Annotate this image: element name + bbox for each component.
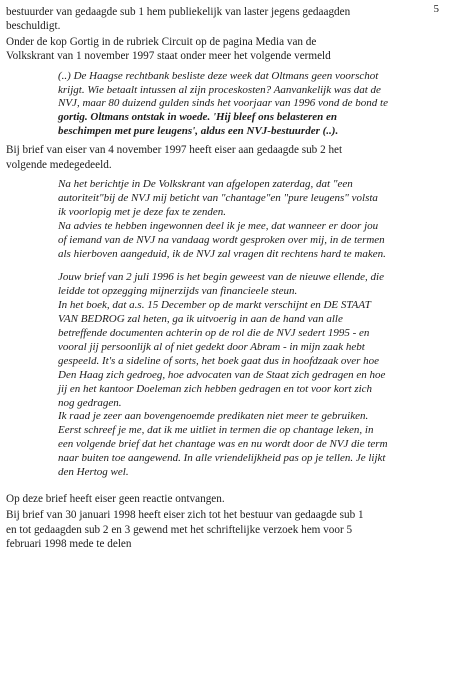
quote-line: (..) De Haagse rechtbank besliste deze week dat Oltmans geen voorschot	[58, 69, 379, 82]
paragraph-brief-30-januari	[6, 508, 438, 551]
paragraph-brief-4-november	[6, 143, 438, 172]
quote-line: Eerst schreef je me, dat ik me uitliet in termen die op chantage leken, in	[58, 424, 374, 437]
quote-line: gespeeld. It's a sideline of sorts, het boek gaat dus in hoofdzaak over hoe	[58, 354, 379, 367]
quote-predikaten	[58, 410, 430, 480]
text-line: Bij brief van eiser van 4 november 1997 heeft eiser aan gedaagde sub 2 het	[6, 144, 343, 157]
text-line: februari 1998 mede te delen	[6, 538, 132, 551]
quote-fax	[58, 178, 430, 220]
paragraph-volkskrant-intro	[6, 35, 438, 64]
page-number: 5	[433, 3, 439, 15]
quote-line: Den Haag zich gedroeg, hoe advocaten van de Staat zich gedragen en hoe	[58, 368, 386, 381]
quote-line: Ik raad je zeer aan bovengenoemde predikaten niet meer te gebruiken.	[58, 410, 369, 423]
text-line: Bij brief van 30 januari 1998 heeft eiser zich tot het bestuur van gedaagde sub 1	[6, 509, 364, 522]
quote-line: NVJ, maar 80 duizend gulden sinds het voorjaar van 1996 vond de bond te	[58, 97, 388, 110]
quote-line: den Hertog wel.	[58, 466, 129, 479]
paragraph-laster	[6, 5, 438, 34]
text-line: Onder de kop Gortig in de rubriek Circuit op de pagina Media van de	[6, 35, 317, 48]
quote-line: betreffende documenten achterin op de rol die de NVJ sedert 1995 - en	[58, 327, 370, 340]
quote-boek	[58, 299, 430, 410]
quote-advies	[58, 220, 430, 262]
text-line: Volkskrant van 1 november 1997 staat onder meer het volgende vermeld	[6, 50, 331, 63]
quote-brief-2-juli	[58, 271, 430, 299]
quote-line: naar buiten toe aangewend. In alle vriendelijkheid pas op je tellen. Je lijkt	[58, 452, 386, 465]
quote-line: Na het berichtje in De Volkskrant van afgelopen zaterdag, dat "een	[58, 177, 353, 190]
quote-line: of iemand van de NVJ na vandaag wordt gesproken over mij, in de termen	[58, 233, 385, 246]
quote-line: ik voorlopig met je deze fax te zenden.	[58, 205, 227, 218]
quote-line: vooral jij persoonlijk al of niet gedekt door Abram - in mijn zaak hebt	[58, 340, 365, 353]
quote-volkskrant	[58, 70, 430, 140]
text-line: volgende medegedeeld.	[6, 158, 112, 171]
quote-line: gortig. Oltmans ontstak in woede. 'Hij bleef ons belasteren en	[58, 111, 337, 124]
quote-line: een volgende brief dat het chantage was en nu wordt door de NVJ die term	[58, 438, 388, 451]
quote-line: In het boek, dat a.s. 15 December op de markt verschijnt en DE STAAT	[58, 299, 371, 312]
quote-line: leidde tot opzegging mijnerzijds van financieele steun.	[58, 285, 298, 298]
quote-line: nog gedragen.	[58, 396, 122, 409]
quote-line: jij en het kantoor Doeleman zich hebben gedragen en tot voor kort zich	[58, 382, 373, 395]
quote-line: beschimpen met pure leugens', aldus een NVJ-bestuurder (..).	[58, 125, 339, 138]
quote-line: krijgt. Wie betaalt intussen al zijn proceskosten? Aanvankelijk was dat de	[58, 83, 381, 96]
text-line: Op deze brief heeft eiser geen reactie ontvangen.	[6, 493, 225, 505]
quote-line: VAN BEDROG zal heten, ga ik uitvoerig in aan de hand van alle	[58, 313, 343, 326]
quote-line: Na advies te hebben ingewonnen deel ik je mee, dat wanneer er door jou	[58, 219, 379, 232]
paragraph-geen-reactie	[6, 492, 438, 506]
text-line: beschuldigt.	[6, 20, 61, 33]
text-line: bestuurder van gedaagde sub 1 hem publiekelijk van laster jegens gedaagden	[6, 6, 351, 18]
quote-line: als hierboven aangeduid, ik de NVJ zal vragen dit rechtens hard te maken.	[58, 247, 386, 260]
text-line: en tot gedaagden sub 2 en 3 gewend met het schriftelijke verzoek hem voor 5	[6, 523, 353, 536]
quote-line: autoriteit"bij de NVJ mij beticht van "chantage"en "pure leugens" volsta	[58, 191, 378, 204]
document-body	[6, 5, 438, 552]
quote-line: Jouw brief van 2 juli 1996 is het begin geweest van de nieuwe ellende, die	[58, 271, 384, 284]
